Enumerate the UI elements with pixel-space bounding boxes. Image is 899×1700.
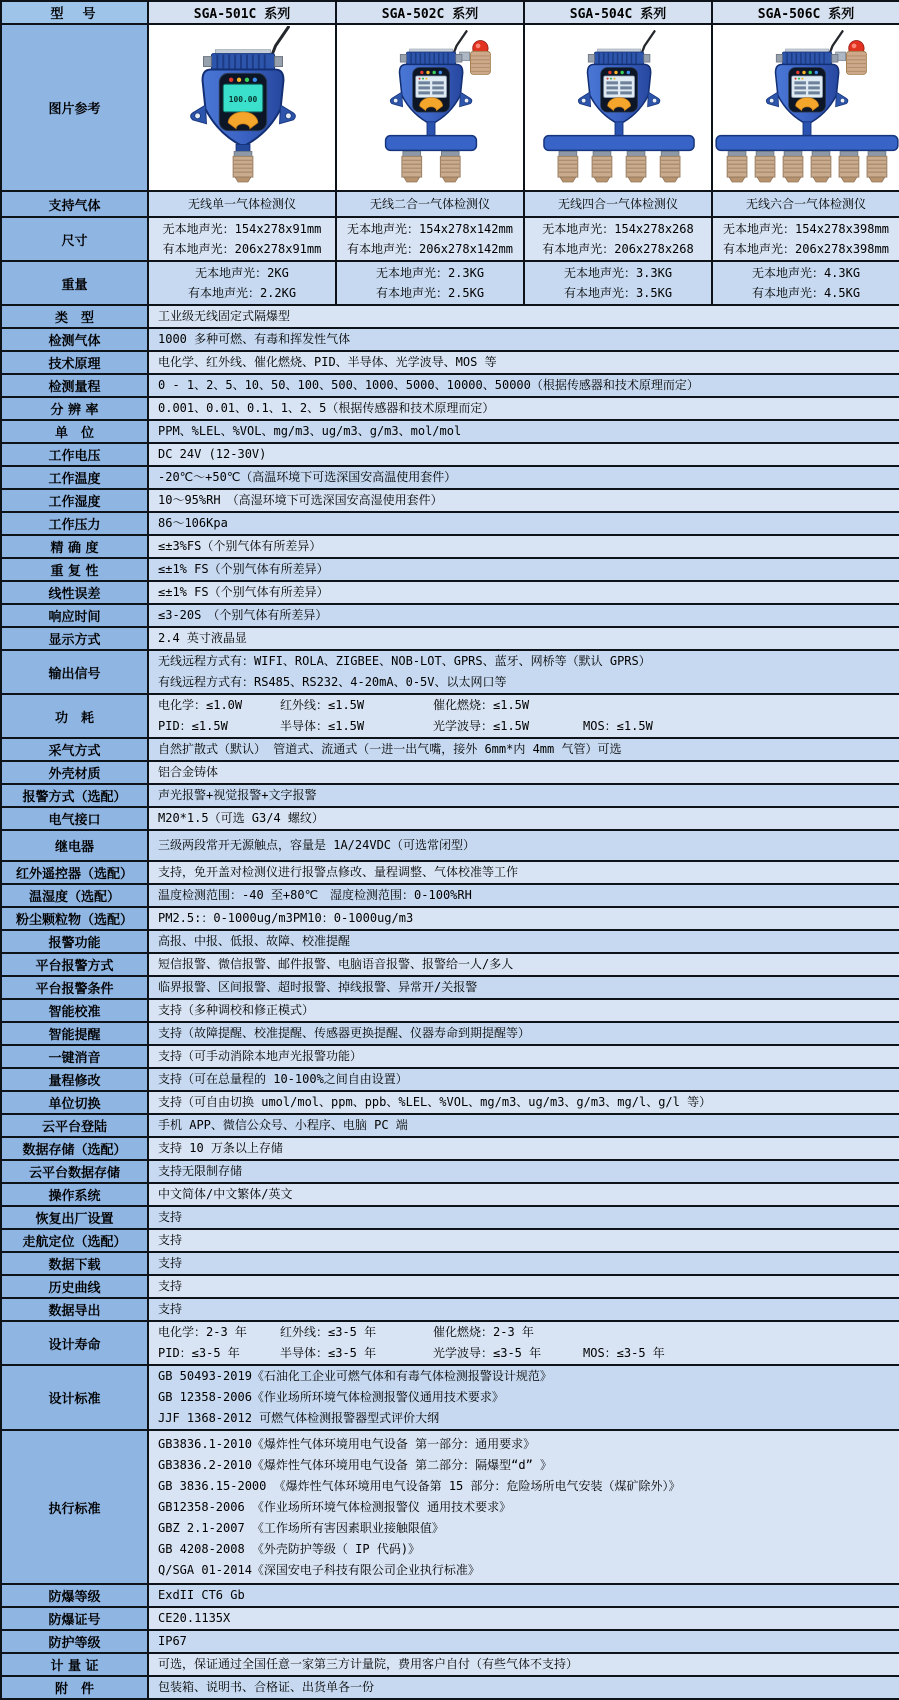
spec-item: 红外线：≤3-5 年 [280,1325,377,1339]
table-row [1,420,899,443]
table-row [1,261,899,305]
spec-value-cell [148,1321,899,1365]
spec-value-cell [148,558,899,581]
spec-line: 86～106Kpa [158,516,228,530]
spec-line: 自然扩散式（默认） 管道式、流通式（一进一出气嘴，接外 6mm*内 4mm 气管）可选 [158,742,622,756]
spec-item: 催化燃烧：≤1.5W [433,698,530,712]
table-row [1,761,899,784]
row-label: 技术原理 [1,351,148,374]
gas-detector-illustration [337,26,524,184]
spec-line: 支持 [158,1302,183,1316]
row-label: 云平台数据存储 [1,1160,148,1183]
spec-line: IP67 [158,1634,187,1648]
spec-item: MOS：≤3-5 年 [583,1346,665,1360]
spec-value-cell [148,861,899,884]
table-row [1,650,899,694]
spec-value-cell [148,1275,899,1298]
table-row [1,397,899,420]
spec-line: 温度检测范围：-40 至+80℃ 湿度检测范围：0-100%RH [158,888,472,902]
spec-item: PM10：0-1000ug/m3 [292,911,414,925]
spec-line: PPM、%LEL、%VOL、mg/m3、ug/m3、g/m3、mol/mol [158,424,462,438]
spec-line: 无线远程方式有：WIFI、ROLA、ZIGBEE、NOB-LOT、GPRS、蓝牙、网桥等（默认 GPRS） [158,654,651,668]
table-row [1,1252,899,1275]
spec-item: 光学波导：≤1.5W [433,719,530,733]
value-line: 无本地声光：4.3KG [751,266,861,280]
table-row [1,976,899,999]
sensor-probe-icon [402,151,422,182]
alarm-beacon-icon [460,41,491,75]
table-row [1,1137,899,1160]
spec-value-cell [148,953,899,976]
row-label: 粉尘颗粒物（选配） [1,907,148,930]
table-row [1,1298,899,1321]
spec-line: 临界报警、区间报警、超时报警、掉线报警、异常开/关报警 [158,980,478,994]
row-label: 智能校准 [1,999,148,1022]
spec-value-cell [148,397,899,420]
spec-value-cell [148,1365,899,1430]
row-label: 温湿度（选配） [1,884,148,907]
table-row [1,884,899,907]
sensor-probe-icon [440,151,460,182]
spec-line: ≤±1% FS（个别气体有所差异） [158,562,329,576]
spec-line: M20*1.5（可选 G3/4 螺纹） [158,811,324,825]
spec-line: GB 3836.15-2000 《爆炸性气体环境用电气设备第 15 部分：危险场所电气安装（煤矿除外）》 [158,1478,681,1493]
row-label: 支持气体 [1,191,148,217]
spec-line: 支持（可在总量程的 10-100%之间自由设置） [158,1072,408,1086]
row-label: 历史曲线 [1,1275,148,1298]
row-label: 报警功能 [1,930,148,953]
spec-value-cell [148,999,899,1022]
product-image-cell [712,24,899,191]
model-header: SGA-502C 系列 [336,1,524,24]
spec-line: 高报、中报、低报、故障、校准提醒 [158,934,351,948]
table-row [1,351,899,374]
table-row [1,558,899,581]
spec-line: GB 50493-2019《石油化工企业可燃气体和有毒气体检测报警设计规范》 [158,1369,552,1383]
value-line: 无本地声光：3.3KG [563,266,673,280]
spec-line: 有线远程方式有：RS485、RS232、4-20mA、0-5V、以太网口等 [158,675,507,689]
spec-line: ≤3-20S （个别气体有所差异） [158,608,328,622]
spec-value-cell [148,784,899,807]
manifold-bar [386,136,477,151]
table-row [1,535,899,558]
table-row [1,861,899,884]
table-row [1,1653,899,1676]
row-label: 红外遥控器（选配） [1,861,148,884]
spec-line: CE20.1135X [158,1611,231,1625]
table-row [1,581,899,604]
spec-line: 三级两段常开无源触点，容量是 1A/24VDC（可选常闭型） [158,838,476,852]
spec-value-cell [148,1183,899,1206]
spec-line: 0.001、0.01、0.1、1、2、5（根据传感器和技术原理而定） [158,401,495,415]
spec-value-cell [148,351,899,374]
spec-line: 支持无限制存储 [158,1164,243,1178]
row-label: 工作湿度 [1,489,148,512]
alarm-beacon-icon [836,41,867,75]
spec-value-cell [148,1160,899,1183]
table-row [1,694,899,738]
value-line: 有本地声光：206x278x268 [542,242,694,256]
sensor-probe-icon [783,151,803,182]
row-label: 防爆证号 [1,1607,148,1630]
row-label: 重量 [1,261,148,305]
spec-line: 电化学、红外线、催化燃烧、PID、半导体、光学波导、MOS 等 [158,355,497,369]
spec-item: 光学波导：≤3-5 年 [433,1346,542,1360]
row-label: 报警方式（选配） [1,784,148,807]
spec-line: ≤±3%FS（个别气体有所差异） [158,539,322,553]
table-row [1,1068,899,1091]
row-label: 附 件 [1,1676,148,1699]
spec-value-cell [148,1091,899,1114]
row-label: 防爆等级 [1,1584,148,1607]
gas-detector-illustration [713,26,899,184]
row-label: 类 型 [1,305,148,328]
value-line: 无线二合一气体检测仪 [369,197,490,211]
row-label: 显示方式 [1,627,148,650]
spec-value-cell [148,305,899,328]
spec-line: 支持（可自由切换 umol/mol、ppm、ppb、%LEL、%VOL、mg/m3、ug/m3、g/m3、mg/l、g/l 等） [158,1095,712,1109]
model-row-label: 型 号 [1,1,148,24]
table-row [1,1045,899,1068]
value-line: 无本地声光：2KG [195,266,289,280]
row-label: 计 量 证 [1,1653,148,1676]
spec-value-cell [148,976,899,999]
value-line: 有本地声光：2.2KG [187,286,297,300]
value-line: 有本地声光：206x278x142mm [347,242,513,256]
value-line: 有本地声光：3.5KG [563,286,673,300]
spec-value-cell [148,604,899,627]
spec-line: Q/SGA 01-2014《深国安电子科技有限公司企业执行标准》 [158,1562,480,1577]
row-label: 图片参考 [1,24,148,191]
spec-line: 工业级无线固定式隔爆型 [158,309,291,323]
spec-line [158,695,895,716]
product-image-cell [148,24,336,191]
sensor-probe-icon [660,151,680,182]
spec-line: 支持 [158,1279,183,1293]
spec-item: PID：≤3-5 年 [158,1346,240,1360]
row-label: 云平台登陆 [1,1114,148,1137]
spec-line: 包装箱、说明书、合格证、出货单各一份 [158,1680,375,1694]
table-row [1,1676,899,1699]
table-row [1,627,899,650]
model-value-cell [336,217,524,261]
spec-value-cell [148,1045,899,1068]
spec-value-cell [148,328,899,351]
manifold-bar [544,136,694,151]
table-row [1,1091,899,1114]
spec-line: 可选，保证通过全国任意一家第三方计量院，费用客户自付（有些气体不支持） [158,1657,579,1671]
row-label: 执行标准 [1,1430,148,1584]
row-label: 输出信号 [1,650,148,694]
spec-value-cell [148,1676,899,1699]
spec-line: JJF 1368-2012 可燃气体检测报警器型式评价大纲 [158,1411,440,1425]
table-row [1,1321,899,1365]
spec-value-cell [148,443,899,466]
model-value-cell [712,217,899,261]
spec-value-cell [148,1298,899,1321]
spec-line: GB3836.2-2010《爆炸性气体环境用电气设备 第二部分：隔爆型“d” 》 [158,1457,553,1472]
row-label: 平台报警条件 [1,976,148,999]
spec-line: GBZ 2.1-2007 《工作场所有害因素职业接触限值》 [158,1520,444,1535]
spec-value-cell [148,738,899,761]
spec-line: -20℃～+50℃（高温环境下可选深国安高温使用套件） [158,470,457,484]
spec-value-cell [148,830,899,861]
table-row [1,807,899,830]
spec-value-cell [148,1022,899,1045]
table-row [1,930,899,953]
row-label: 恢复出厂设置 [1,1206,148,1229]
table-row [1,191,899,217]
table-row [1,830,899,861]
spec-value-cell [148,884,899,907]
spec-item: PM2.5:：0-1000ug/m3 [158,911,293,925]
table-row [1,1022,899,1045]
table-row [1,738,899,761]
spec-line: ≤±1% FS（个别气体有所差异） [158,585,329,599]
spec-item: MOS：≤1.5W [583,719,653,733]
sensor-probe-icon [626,151,646,182]
row-label: 设计寿命 [1,1321,148,1365]
value-line: 无线单一气体检测仪 [187,197,296,211]
spec-value-cell [148,535,899,558]
row-label: 走航定位（选配） [1,1229,148,1252]
sensor-probe-icon [233,151,253,182]
spec-line: GB 12358-2006《作业场所环境气体检测报警仪通用技术要求》 [158,1390,504,1404]
model-value-cell [148,261,336,305]
spec-value-cell [148,1137,899,1160]
table-row [1,512,899,535]
spec-line: 支持（故障提醒、校准提醒、传感器更换提醒、仪器寿命到期提醒等） [158,1026,531,1040]
table-row [1,907,899,930]
row-label: 检测气体 [1,328,148,351]
row-label: 设计标准 [1,1365,148,1430]
model-value-cell [712,191,899,217]
spec-line: 声光报警+视觉报警+文字报警 [158,788,317,802]
row-label: 操作系统 [1,1183,148,1206]
spec-line: 10～95%RH （高湿环境下可选深国安高湿使用套件） [158,493,443,507]
row-label: 尺寸 [1,217,148,261]
value-line: 有本地声光：206x278x398mm [723,242,889,256]
row-label: 单位切换 [1,1091,148,1114]
row-label: 智能提醒 [1,1022,148,1045]
spec-value-cell [148,374,899,397]
spec-value-cell [148,930,899,953]
spec-item: 催化燃烧：2-3 年 [433,1325,534,1339]
spec-line: 铝合金铸体 [158,765,219,779]
spec-value-cell [148,694,899,738]
sensor-probe-icon [755,151,775,182]
spec-value-cell [148,1653,899,1676]
value-line: 无线四合一气体检测仪 [557,197,678,211]
spec-line: 支持，免开盖对检测仪进行报警点修改、量程调整、气体校准等工作 [158,865,519,879]
value-line: 有本地声光：206x278x91mm [162,242,322,256]
table-row [1,1183,899,1206]
value-line: 有本地声光：2.5KG [375,286,485,300]
model-value-cell [336,261,524,305]
table-row [1,999,899,1022]
spec-line: 支持（多种调校和修正模式） [158,1003,315,1017]
spec-line: 短信报警、微信报警、邮件报警、电脑语音报警、报警给一人/多人 [158,957,514,971]
row-label: 继电器 [1,830,148,861]
spec-item: 电化学：2-3 年 [158,1325,247,1339]
spec-line [158,1322,895,1343]
sensor-probe-icon [727,151,747,182]
spec-line: 2.4 英寸液晶显 [158,631,247,645]
row-label: 精 确 度 [1,535,148,558]
manifold-bar [716,136,898,151]
spec-item: PID：≤1.5W [158,719,228,733]
row-label: 数据下载 [1,1252,148,1275]
spec-value-cell [148,807,899,830]
row-label: 响应时间 [1,604,148,627]
spec-line: 支持 10 万条以上存储 [158,1141,283,1155]
spec-value-cell [148,761,899,784]
table-row [1,374,899,397]
gas-detector-illustration [525,26,712,184]
table-row [1,1160,899,1183]
spec-item: 半导体：≤3-5 年 [280,1346,377,1360]
table-row [1,24,899,191]
row-label: 分 辨 率 [1,397,148,420]
model-value-cell [148,191,336,217]
spec-item: 半导体：≤1.5W [280,719,365,733]
table-row [1,1206,899,1229]
model-value-cell [148,217,336,261]
table-row [1,1229,899,1252]
spec-item: 红外线：≤1.5W [280,698,365,712]
table-row [1,604,899,627]
table-row [1,1,899,24]
value-line: 无本地声光：154x278x91mm [162,222,322,236]
spec-line: ExdII CT6 Gb [158,1588,245,1602]
model-header: SGA-501C 系列 [148,1,336,24]
value-line: 无本地声光：154x278x268 [542,222,694,236]
table-row [1,1630,899,1653]
table-row [1,953,899,976]
table-row [1,1607,899,1630]
spec-line: DC 24V (12-30V) [158,447,267,461]
spec-value-cell [148,1068,899,1091]
spec-value-cell [148,1252,899,1275]
spec-item: 电化学：≤1.0W [158,698,243,712]
row-label: 重 复 性 [1,558,148,581]
spec-line [158,908,895,929]
spec-line: 手机 APP、微信公众号、小程序、电脑 PC 端 [158,1118,408,1132]
table-row [1,1114,899,1137]
row-label: 防护等级 [1,1630,148,1653]
model-value-cell [524,261,712,305]
spec-value-cell [148,650,899,694]
spec-value-cell [148,1607,899,1630]
value-line: 有本地声光：4.5KG [751,286,861,300]
spec-line: 支持（可手动消除本地声光报警功能） [158,1049,363,1063]
spec-line: GB12358-2006 《作业场所环境气体检测报警仪 通用技术要求》 [158,1499,512,1514]
row-label: 量程修改 [1,1068,148,1091]
spec-value-cell [148,1206,899,1229]
spec-line: 支持 [158,1210,183,1224]
spec-value-cell [148,907,899,930]
spec-line: 中文简体/中文繁体/英文 [158,1187,293,1201]
table-row [1,443,899,466]
sensor-probe-icon [839,151,859,182]
table-row [1,784,899,807]
spec-line: 支持 [158,1256,183,1270]
row-label: 数据存储（选配） [1,1137,148,1160]
product-image-cell [336,24,524,191]
row-label: 检测量程 [1,374,148,397]
row-label: 工作压力 [1,512,148,535]
model-value-cell [712,261,899,305]
sensor-probe-icon [592,151,612,182]
model-value-cell [524,191,712,217]
spec-value-cell [148,627,899,650]
spec-line: GB3836.1-2010《爆炸性气体环境用电气设备 第一部分：通用要求》 [158,1436,536,1451]
row-label: 工作温度 [1,466,148,489]
value-line: 无本地声光：154x278x398mm [723,222,889,236]
table-row [1,217,899,261]
model-value-cell [336,191,524,217]
table-row [1,489,899,512]
table-row [1,1365,899,1430]
spec-value-cell [148,1229,899,1252]
value-line: 无本地声光：154x278x142mm [347,222,513,236]
sensor-probe-icon [867,151,887,182]
table-row [1,466,899,489]
spec-value-cell [148,466,899,489]
table-row [1,1430,899,1584]
spec-value-cell [148,1630,899,1653]
spec-line: 支持 [158,1233,183,1247]
spec-value-cell [148,1430,899,1584]
row-label: 功 耗 [1,694,148,738]
row-label: 单 位 [1,420,148,443]
row-label: 工作电压 [1,443,148,466]
spec-line: 1000 多种可燃、有毒和挥发性气体 [158,332,351,346]
model-header: SGA-506C 系列 [712,1,899,24]
spec-line: GB 4208-2008 《外壳防护等级（ IP 代码)》 [158,1541,421,1556]
table-row [1,328,899,351]
gas-detector-illustration [149,26,336,184]
model-header: SGA-504C 系列 [524,1,712,24]
row-label: 一键消音 [1,1045,148,1068]
table-row [1,305,899,328]
row-label: 采气方式 [1,738,148,761]
spec-value-cell [148,420,899,443]
spec-line [158,1343,895,1364]
spec-value-cell [148,512,899,535]
row-label: 线性误差 [1,581,148,604]
product-image-cell [524,24,712,191]
spec-value-cell [148,581,899,604]
row-label: 外壳材质 [1,761,148,784]
spec-line [158,716,895,737]
spec-value-cell [148,1114,899,1137]
sensor-probe-icon [558,151,578,182]
table-row [1,1275,899,1298]
screen-reading: 100.00 [228,95,258,105]
model-value-cell [524,217,712,261]
row-label: 数据导出 [1,1298,148,1321]
spec-line: 0 - 1、2、5、10、50、100、500、1000、5000、10000、50000（根据传感器和技术原理而定） [158,378,699,392]
row-label: 电气接口 [1,807,148,830]
spec-value-cell [148,489,899,512]
row-label: 平台报警方式 [1,953,148,976]
value-line: 无本地声光：2.3KG [375,266,485,280]
value-line: 无线六合一气体检测仪 [745,197,866,211]
sensor-probe-icon [811,151,831,182]
